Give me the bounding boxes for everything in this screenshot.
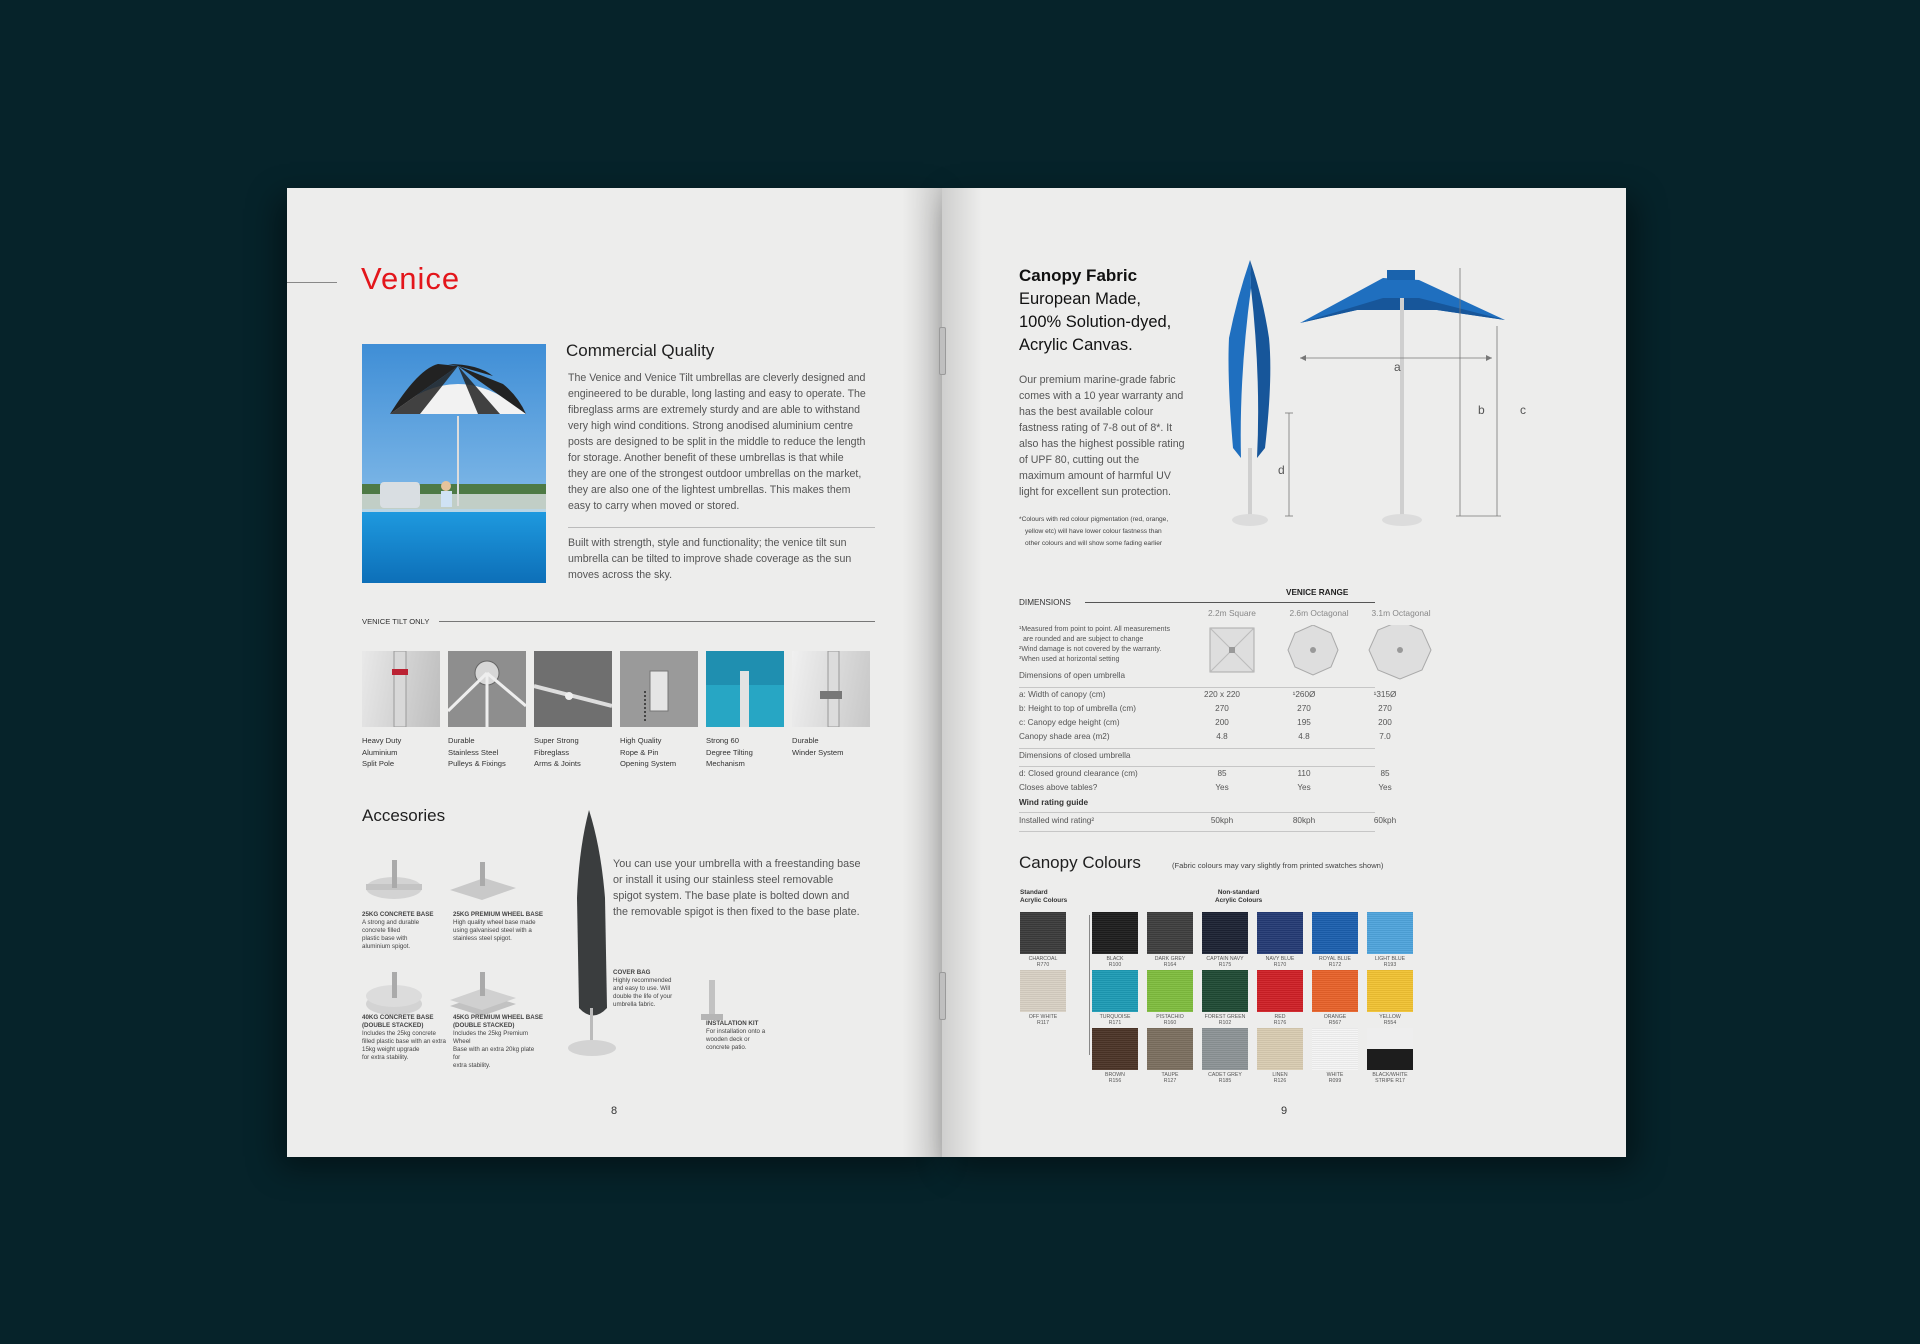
text-line: Our premium marine-grade fabric <box>1019 374 1176 386</box>
text-line: extra stability. <box>453 1062 491 1069</box>
colour-name: R102 <box>1218 1020 1232 1026</box>
colour-name: ROYAL BLUE <box>1318 956 1351 962</box>
dimensions-label: DIMENSIONS <box>1019 598 1071 607</box>
text-line: concrete filled <box>362 927 401 934</box>
colour-name: PISTACHIO <box>1156 1014 1184 1020</box>
text-line: Rope & Pin <box>620 747 659 757</box>
commercial-para-2 <box>568 535 878 583</box>
colour-swatch <box>1312 970 1358 1012</box>
text-line: other colours and will show some fading earlier <box>1025 540 1163 547</box>
colour-name: RED <box>1274 1014 1286 1020</box>
venice-range-label: VENICE RANGE <box>1286 588 1349 597</box>
fabric-title: Canopy Fabric <box>1019 266 1138 285</box>
feature-image-tilting <box>706 651 784 727</box>
page-number: 9 <box>1281 1105 1288 1117</box>
colour-swatch-label <box>1020 1014 1066 1026</box>
colour-swatch-label <box>1257 1014 1303 1026</box>
colour-swatch <box>1147 1028 1193 1070</box>
row-rule <box>1019 766 1375 767</box>
colour-swatch-label <box>1092 1072 1138 1084</box>
text-line: Strong 60 <box>706 736 739 745</box>
open-umbrella <box>1300 268 1505 526</box>
text-line: ¹Measured from point to point. All measurements <box>1019 626 1170 633</box>
text-line: Durable <box>448 736 475 745</box>
spec-notes <box>1019 625 1170 665</box>
text-line: posts are designed to be split in the middle to reduce the length <box>568 436 866 448</box>
spec-row <box>1019 769 1390 782</box>
text-line: Includes the 25kg concrete <box>362 1030 436 1037</box>
colour-swatch <box>1092 1028 1138 1070</box>
spec-label: b: Height to top of umbrella (cm) <box>1019 704 1136 713</box>
gutter-shadow <box>942 188 982 1157</box>
accessory-title: 25KG PREMIUM WHEEL BASE <box>453 911 543 918</box>
spec-label: Installed wind rating² <box>1019 816 1095 825</box>
spec-value: 85 <box>1217 769 1227 778</box>
text-line: they are one of the strongest outdoor umbrellas on the market, <box>568 468 862 480</box>
spec-value: 220 x 220 <box>1204 690 1240 699</box>
wheel-base-image <box>444 858 520 904</box>
staple <box>939 327 946 375</box>
diagram-label-d: d <box>1278 463 1285 477</box>
row-rule <box>1019 812 1375 813</box>
text-line: Mechanism <box>706 759 745 768</box>
colour-swatch-label <box>1020 956 1066 968</box>
text-line: also has the highest possible rating <box>1019 438 1185 450</box>
colour-name: NAVY BLUE <box>1265 956 1295 962</box>
spec-value: 7.0 <box>1379 732 1391 741</box>
text-line: Durable <box>792 736 819 745</box>
text-line: and easy to use. Will <box>613 985 671 992</box>
accessories-heading: Accesories <box>362 806 446 825</box>
feature-image-pulleys <box>448 651 526 727</box>
nonstandard-colours-label <box>1215 889 1262 905</box>
text-line: Pulleys & Fixings <box>448 759 506 768</box>
spec-row <box>1019 816 1397 829</box>
accessory-installation-kit <box>706 1020 786 1052</box>
colour-name: CHARCOAL <box>1028 956 1058 962</box>
colour-swatch-label <box>1147 1072 1193 1084</box>
row-rule <box>1019 831 1375 832</box>
text-line: Includes the 25kg Premium Wheel <box>453 1030 528 1045</box>
colour-swatch <box>1257 912 1303 954</box>
text-line: A strong and durable <box>362 919 420 926</box>
colour-swatch <box>1020 970 1066 1012</box>
spec-row <box>1019 690 1397 703</box>
column-header: 3.1m Octagonal <box>1371 608 1431 618</box>
colour-name: LINEN <box>1272 1072 1288 1078</box>
colour-swatch <box>1367 912 1413 954</box>
concrete-base-image <box>359 858 429 904</box>
colour-name: R567 <box>1328 1020 1342 1026</box>
fabric-body <box>1019 372 1209 500</box>
accessory-40kg-concrete <box>362 1014 452 1062</box>
feature-label <box>448 735 506 770</box>
text-line: Highly recommended <box>613 977 672 984</box>
page-number: 8 <box>611 1105 618 1117</box>
colour-name: STRIPE R17 <box>1375 1078 1405 1084</box>
colour-swatch <box>1257 970 1303 1012</box>
row-rule <box>1019 687 1375 688</box>
spec-label: Canopy shade area (m2) <box>1019 732 1110 741</box>
colour-name: R770 <box>1036 962 1050 968</box>
colour-swatch <box>1092 912 1138 954</box>
colour-swatch <box>1092 970 1138 1012</box>
colour-name: R172 <box>1328 962 1342 968</box>
colour-swatch-label <box>1147 1014 1193 1026</box>
commercial-heading: Commercial Quality <box>566 341 715 360</box>
colour-name: BROWN <box>1105 1072 1125 1078</box>
text-line: moves across the sky. <box>568 569 673 581</box>
colour-name: R193 <box>1383 962 1397 968</box>
colour-name: LIGHT BLUE <box>1374 956 1406 962</box>
text-line: ²Wind damage is not covered by the warranty. <box>1019 646 1162 653</box>
text-line: double the life of your <box>613 993 673 1000</box>
spec-value: 60kph <box>1373 816 1397 825</box>
spec-value: 50kph <box>1210 816 1234 825</box>
colour-name: R117 <box>1036 1020 1049 1026</box>
spec-value: 110 <box>1297 769 1311 778</box>
text-line: are rounded and are subject to change <box>1023 636 1144 643</box>
colour-name: CAPTAIN NAVY <box>1206 956 1244 962</box>
text-line: light for excellent sun protection. <box>1019 486 1171 498</box>
colour-swatch-label <box>1092 1014 1138 1026</box>
text-line: of UPF 80, cutting out the <box>1019 454 1140 466</box>
spec-value: ¹315Ø <box>1373 690 1397 699</box>
text-line: for storage. Another benefit of these umbrellas is that while <box>568 452 844 464</box>
colour-name: YELLOW <box>1379 1014 1401 1020</box>
text-line: maximum amount of harmful UV <box>1019 470 1171 482</box>
accessory-title: (DOUBLE STACKED) <box>362 1022 424 1029</box>
colour-swatch <box>1367 1028 1413 1070</box>
colour-swatch-label <box>1092 956 1138 968</box>
colour-name: R164 <box>1163 962 1177 968</box>
text-line: or install it using our stainless steel removable <box>613 874 834 886</box>
text-line: ³When used at horizontal setting <box>1019 656 1120 663</box>
colour-swatch-label <box>1202 1014 1248 1026</box>
column-header: 2.6m Octagonal <box>1289 608 1349 618</box>
colour-swatch-label <box>1312 1072 1358 1084</box>
accessory-cover-bag <box>613 969 693 1009</box>
text-line: Non-standard <box>1217 889 1260 896</box>
text-line: Degree Tilting <box>706 747 753 757</box>
spec-row <box>1019 783 1392 796</box>
double-concrete-base-image <box>359 970 429 1020</box>
spec-value: 4.8 <box>1216 732 1228 741</box>
colour-swatch <box>1367 970 1413 1012</box>
colour-swatch <box>1202 1028 1248 1070</box>
colour-swatch <box>1202 970 1248 1012</box>
text-line: European Made, <box>1019 290 1142 308</box>
colour-swatch <box>1257 1028 1303 1070</box>
spec-value: 80kph <box>1292 816 1316 825</box>
colour-name: R127 <box>1163 1078 1177 1084</box>
text-line: For installation onto a <box>706 1028 766 1035</box>
feature-image-split-pole <box>362 651 440 727</box>
spec-label: c: Canopy edge height (cm) <box>1019 718 1120 727</box>
text-line: concrete patio. <box>706 1044 747 1051</box>
colour-swatch-label <box>1367 956 1413 968</box>
spec-row <box>1019 718 1392 731</box>
text-line: Built with strength, style and functionality; the venice tilt sun <box>568 537 847 549</box>
dimensions-rule <box>1085 602 1375 603</box>
accessory-title: (DOUBLE STACKED) <box>453 1022 515 1029</box>
text-line: 100% Solution-dyed, <box>1019 313 1172 331</box>
colour-swatch-label <box>1202 956 1248 968</box>
text-line: umbrella fabric. <box>613 1001 656 1008</box>
fabric-subtitle <box>1019 288 1171 357</box>
colour-name: R185 <box>1218 1078 1232 1084</box>
colour-name: R126 <box>1273 1078 1287 1084</box>
accessory-25kg-concrete <box>362 911 442 951</box>
open-dimensions-label: Dimensions of open umbrella <box>1019 671 1126 680</box>
spec-value: Yes <box>1215 783 1229 792</box>
colour-name: R160 <box>1163 1020 1177 1026</box>
colour-name: R099 <box>1328 1078 1342 1084</box>
divider <box>568 527 875 528</box>
text-line: Base with an extra 20kg plate for <box>453 1046 535 1061</box>
colour-name: BLACK/WHITE <box>1372 1072 1408 1078</box>
spec-label: Closes above tables? <box>1019 783 1098 792</box>
closed-umbrella <box>1229 260 1294 526</box>
colour-swatch <box>1312 1028 1358 1070</box>
spec-value: 200 <box>1378 718 1392 727</box>
diagram-label-a: a <box>1394 360 1401 374</box>
standard-colours-label <box>1020 889 1067 905</box>
colour-name: WHITE <box>1326 1072 1344 1078</box>
text-line: filled plastic base with an extra <box>362 1038 446 1045</box>
umbrella-diagram <box>1207 258 1507 538</box>
colour-swatch-label <box>1312 1014 1358 1026</box>
accessory-title: 25KG CONCRETE BASE <box>362 911 434 918</box>
colour-name: CADET GREY <box>1208 1072 1242 1078</box>
text-line: spigot system. The base plate is bolted down and <box>613 890 850 902</box>
colour-swatch-label <box>1147 956 1193 968</box>
feature-image-winder <box>792 651 870 727</box>
text-line: fastness rating of 7-8 out of 8*. It <box>1019 422 1173 434</box>
accessory-title: COVER BAG <box>613 969 651 976</box>
text-line: Super Strong <box>534 736 579 745</box>
text-line: Opening System <box>620 759 677 768</box>
text-line: Acrylic Canvas. <box>1019 336 1133 354</box>
text-line: has the best available colour <box>1019 406 1154 418</box>
spec-value: Yes <box>1378 783 1392 792</box>
colour-swatch <box>1202 912 1248 954</box>
spec-value: 270 <box>1297 704 1311 713</box>
text-line: stainless steel spigot. <box>453 935 512 942</box>
tilt-only-label: VENICE TILT ONLY <box>362 617 430 626</box>
text-line: Winder System <box>792 747 844 757</box>
text-line: Aluminium <box>362 747 398 757</box>
text-line: easy to carry when moved or stored. <box>568 500 740 512</box>
spec-value: ¹260Ø <box>1292 690 1316 699</box>
feature-label <box>534 735 581 770</box>
colour-swatch <box>1312 912 1358 954</box>
spec-row <box>1019 732 1391 745</box>
feature-image-rope-pin <box>620 651 698 727</box>
colour-swatch <box>1147 970 1193 1012</box>
spec-label: d: Closed ground clearance (cm) <box>1019 769 1138 778</box>
feature-label <box>792 735 843 758</box>
accessory-25kg-wheel <box>453 911 543 943</box>
text-line: umbrella can be tilted to improve shade coverage as the sun <box>568 553 852 565</box>
spec-value: 200 <box>1215 718 1229 727</box>
colour-name: BLACK <box>1106 956 1124 962</box>
installation-kit-image <box>697 978 727 1024</box>
colour-name: R100 <box>1108 962 1122 968</box>
colour-name: R156 <box>1108 1078 1122 1084</box>
text-line: comes with a 10 year warranty and <box>1019 390 1184 402</box>
text-line: plastic base with <box>362 935 408 942</box>
text-line: using galvanised steel with a <box>453 927 532 934</box>
title-rule <box>287 282 337 283</box>
colour-name: TAUPE <box>1161 1072 1179 1078</box>
right-page <box>942 188 1626 1157</box>
spec-row <box>1019 704 1392 717</box>
colour-swatch-label <box>1202 1072 1248 1084</box>
commercial-para-1 <box>568 370 878 514</box>
colour-name: TURQUOISE <box>1099 1014 1131 1020</box>
row-rule <box>1019 748 1375 749</box>
tilt-rule <box>439 621 875 622</box>
colour-name: FOREST GREEN <box>1204 1014 1246 1020</box>
spec-value: 4.8 <box>1298 732 1310 741</box>
text-line: Fibreglass <box>534 747 570 757</box>
fabric-note <box>1019 514 1168 550</box>
colour-name: R170 <box>1273 962 1287 968</box>
text-line: Acrylic Colours <box>1215 897 1263 904</box>
text-line: the removable spigot is then fixed to the base plate. <box>613 906 860 918</box>
colour-name: ORANGE <box>1323 1014 1347 1020</box>
colour-name: R175 <box>1218 962 1232 968</box>
diagram-label-b: b <box>1478 403 1485 417</box>
text-line: aluminium spigot. <box>362 943 411 950</box>
diagram-label-c: c <box>1520 403 1526 417</box>
text-line: Heavy Duty <box>362 736 402 745</box>
text-line: High Quality <box>620 736 662 745</box>
text-line: wooden deck or <box>706 1036 750 1043</box>
text-line: The Venice and Venice Tilt umbrellas are cleverly designed and <box>568 372 866 384</box>
text-line: You can use your umbrella with a freestanding base <box>613 858 861 870</box>
spec-value: 195 <box>1297 718 1311 727</box>
staple <box>939 972 946 1020</box>
text-line: High quality wheel base made <box>453 919 536 926</box>
closed-dimensions-label: Dimensions of closed umbrella <box>1019 751 1131 760</box>
page-title: Venice <box>361 261 461 296</box>
text-line: 15kg weight upgrade <box>362 1046 420 1053</box>
feature-label <box>362 735 401 770</box>
canopy-colours-heading: Canopy Colours <box>1019 853 1141 872</box>
colour-name: DARK GREY <box>1154 956 1186 962</box>
feature-label <box>620 735 676 770</box>
colour-swatch <box>1147 912 1193 954</box>
feature-label <box>706 735 753 770</box>
colour-swatch-label <box>1367 1014 1413 1026</box>
text-line: very high wind conditions. Strong anodised aluminium centre <box>568 420 854 432</box>
text-line: fibreglass arms are extremely sturdy and are able to withstand <box>568 404 861 416</box>
accessory-45kg-wheel <box>453 1014 543 1070</box>
colour-swatch-label <box>1257 956 1303 968</box>
colour-name: R176 <box>1273 1020 1287 1026</box>
colour-swatch-label <box>1312 956 1358 968</box>
spec-value: 85 <box>1380 769 1390 778</box>
text-line: yellow etc) will have lower colour fastness than <box>1025 528 1162 535</box>
accessory-title: 45KG PREMIUM WHEEL BASE <box>453 1014 543 1021</box>
wind-rating-label: Wind rating guide <box>1019 798 1089 807</box>
colour-swatch-label <box>1367 1072 1413 1084</box>
colour-swatch-label <box>1257 1072 1303 1084</box>
text-line: *Colours with red colour pigmentation (red, orange, <box>1019 516 1169 523</box>
feature-image-fibreglass <box>534 651 612 727</box>
text-line: for extra stability. <box>362 1054 409 1061</box>
colour-swatch <box>1020 912 1066 954</box>
spec-value: Yes <box>1297 783 1311 792</box>
accessories-text <box>613 856 903 920</box>
text-line: Split Pole <box>362 759 395 768</box>
spec-label: a: Width of canopy (cm) <box>1019 690 1106 699</box>
cover-bag-image <box>557 808 627 1062</box>
spec-value: 270 <box>1378 704 1392 713</box>
text-line: Standard <box>1020 889 1048 896</box>
left-page <box>287 188 942 1157</box>
double-wheel-base-image <box>444 970 520 1020</box>
colour-name: R171 <box>1108 1020 1122 1026</box>
hero-photo <box>362 344 546 583</box>
colour-name: OFF WHITE <box>1028 1014 1058 1020</box>
colour-name: R554 <box>1383 1020 1397 1026</box>
colour-divider <box>1089 915 1090 1055</box>
text-line: they are also one of the lightest umbrellas. This makes them <box>568 484 851 496</box>
text-line: Arms & Joints <box>534 759 581 768</box>
column-header: 2.2m Square <box>1208 608 1256 618</box>
text-line: Acrylic Colours <box>1020 897 1068 904</box>
accessory-title: INSTALATION KIT <box>706 1020 759 1027</box>
canopy-colours-note: (Fabric colours may vary slightly from printed swatches shown) <box>1172 861 1384 870</box>
spec-value: 270 <box>1215 704 1229 713</box>
text-line: Stainless Steel <box>448 747 499 757</box>
text-line: engineered to be durable, long lasting and easy to operate. The <box>568 388 866 400</box>
canopy-shape-icons <box>1207 625 1437 687</box>
accessory-title: 40KG CONCRETE BASE <box>362 1014 434 1021</box>
gutter-shadow <box>902 188 942 1157</box>
